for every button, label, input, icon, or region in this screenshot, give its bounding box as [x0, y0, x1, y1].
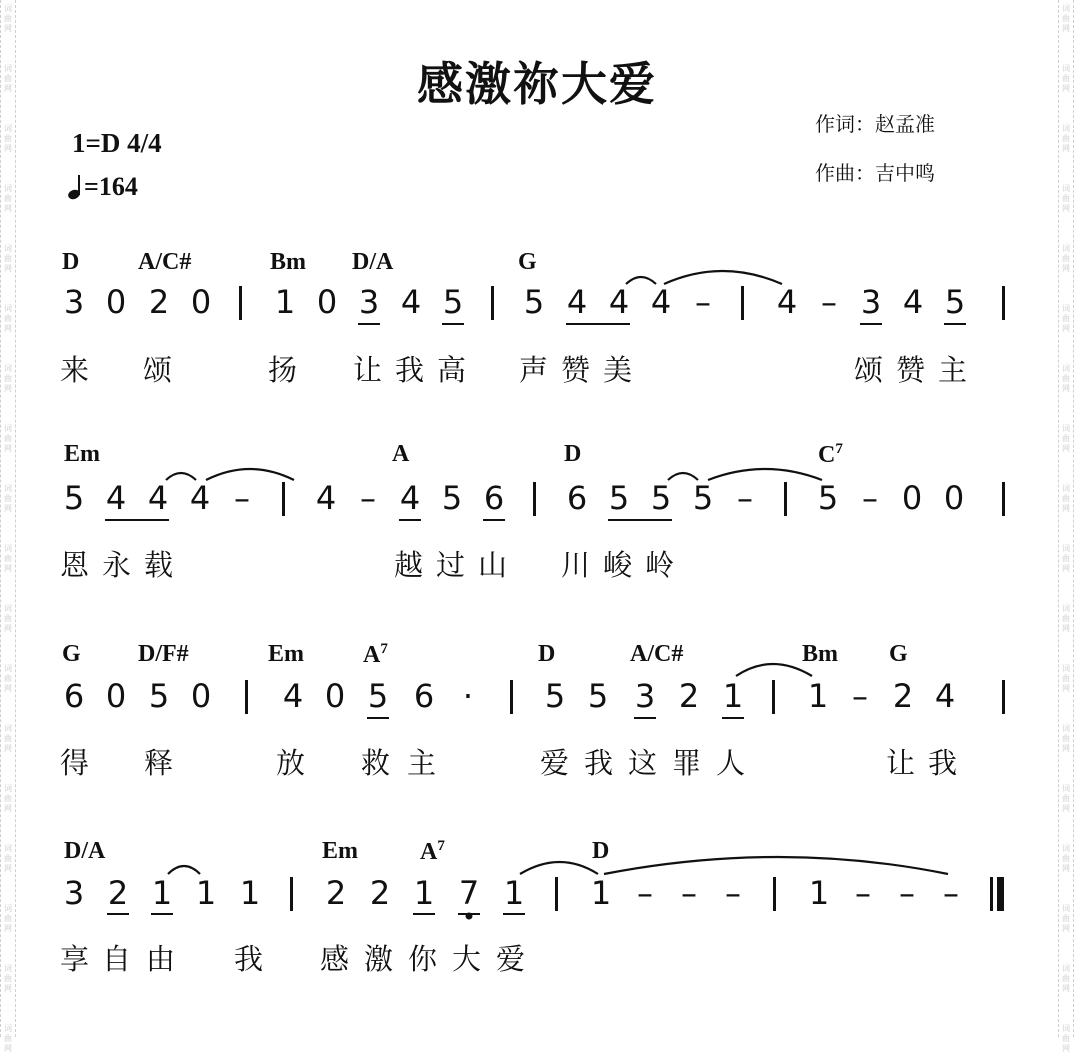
lyric: 美 [603, 353, 633, 387]
lyric: 爱 [496, 942, 526, 976]
watermark-text: 词 曲 网 [1062, 304, 1070, 333]
final-barline-thin [990, 877, 993, 911]
note: 4 [776, 283, 798, 321]
note: 4 [902, 283, 924, 321]
note: 6 [483, 479, 505, 517]
dash: – [681, 874, 697, 912]
chord: A/C# [630, 641, 684, 667]
watermark-text: 词 曲 网 [4, 484, 12, 513]
chord-seventh: 7 [437, 838, 445, 854]
lyric: 我 [584, 746, 614, 780]
barline [245, 680, 248, 714]
underline [399, 519, 421, 521]
chord: G [62, 641, 81, 667]
note: 4 [934, 677, 956, 715]
chord-seventh: 7 [380, 641, 388, 657]
note: 2 [369, 874, 391, 912]
barline [533, 482, 536, 516]
note: 3 [358, 283, 380, 321]
lyric: 高 [437, 353, 467, 387]
watermark-text: 词 曲 网 [4, 664, 12, 693]
note: 1 [503, 874, 525, 912]
watermark-text: 词 曲 网 [4, 1024, 12, 1053]
watermark-text: 词 曲 网 [4, 64, 12, 93]
barline [772, 680, 775, 714]
lyric: 永 [102, 548, 132, 582]
watermark-text: 词 曲 网 [1062, 784, 1070, 813]
chord: Bm [270, 249, 306, 275]
lyric: 让 [353, 353, 383, 387]
watermark-text: 词 曲 网 [4, 544, 12, 573]
note: 4 [566, 283, 588, 321]
watermark-text: 词 曲 网 [4, 964, 12, 993]
watermark-text: 词 曲 网 [1062, 964, 1070, 993]
song-title: 感激祢大爱 [417, 57, 657, 111]
dash: – [899, 874, 915, 912]
watermark-text: 词 曲 网 [1062, 544, 1070, 573]
barline [491, 286, 494, 320]
chord: D/A [352, 249, 394, 275]
note: 5 [523, 283, 545, 321]
watermark-text: 词 曲 网 [1062, 244, 1070, 273]
underline [367, 717, 389, 719]
lyric: 峻 [603, 548, 633, 582]
watermark-text: 词 曲 网 [4, 604, 12, 633]
note: 0 [324, 677, 346, 715]
barline [290, 877, 293, 911]
note: 1 [722, 677, 744, 715]
slur [664, 271, 782, 284]
lyric: 扬 [268, 353, 298, 387]
note: 5 [608, 479, 630, 517]
note: 5 [944, 283, 966, 321]
barline [239, 286, 242, 320]
note: 0 [105, 283, 127, 321]
lyric: 释 [144, 746, 174, 780]
note: 4 [189, 479, 211, 517]
watermark-text: 词 曲 网 [4, 844, 12, 873]
dash: – [821, 283, 837, 321]
note: 3 [63, 874, 85, 912]
watermark-text: 词 曲 网 [1062, 724, 1070, 753]
barline [1002, 482, 1005, 516]
dash: – [725, 874, 741, 912]
lyric: 激 [364, 942, 394, 976]
lyric: 放 [276, 746, 306, 780]
lyric: 自 [102, 942, 132, 976]
watermark-text: 词 曲 网 [4, 724, 12, 753]
underline [458, 913, 480, 915]
note: 6 [566, 479, 588, 517]
note: 4 [608, 283, 630, 321]
chord: Bm [802, 641, 838, 667]
slur [708, 469, 822, 480]
lyric: 由 [146, 942, 176, 976]
watermark-text: 词 曲 网 [1062, 364, 1070, 393]
watermark-text: 词 曲 网 [1062, 64, 1070, 93]
slur [604, 857, 948, 874]
underline [413, 913, 435, 915]
underline [566, 323, 630, 325]
dash: – [360, 479, 376, 517]
lyric: 颂 [854, 353, 884, 387]
lyric: 爱 [540, 746, 570, 780]
underline [358, 323, 380, 325]
watermark-text: 词 曲 网 [4, 124, 12, 153]
dash: – [695, 283, 711, 321]
note: 1 [413, 874, 435, 912]
lyric: 我 [395, 353, 425, 387]
note: 6 [63, 677, 85, 715]
note: 6 [413, 677, 435, 715]
barline [282, 482, 285, 516]
note: 5 [544, 677, 566, 715]
lyric: 岭 [645, 548, 675, 582]
watermark-text: 词 曲 网 [4, 424, 12, 453]
note: 4 [650, 283, 672, 321]
chord: Em [322, 838, 358, 864]
underline [483, 519, 505, 521]
chord-seventh: 7 [835, 441, 843, 457]
lyric: 你 [408, 942, 438, 976]
note: 4 [105, 479, 127, 517]
dash: – [234, 479, 250, 517]
note: 0 [901, 479, 923, 517]
chord: D [62, 249, 80, 275]
composer-credit: 作曲：吉中鸣 [815, 161, 935, 185]
lyric: 赞 [561, 353, 591, 387]
note: 5 [148, 677, 170, 715]
lyric: 人 [716, 746, 746, 780]
dash: – [852, 677, 868, 715]
watermark-text: 词 曲 网 [1062, 604, 1070, 633]
chord-root: A [420, 839, 438, 865]
chord: D/F# [138, 641, 189, 667]
lyric: 我 [234, 942, 264, 976]
lyric: 罪 [672, 746, 702, 780]
note: 1 [151, 874, 173, 912]
lyric: 声 [519, 353, 549, 387]
watermark-text: 词 曲 网 [1062, 4, 1070, 33]
lyric: 颂 [143, 353, 173, 387]
note: 5 [63, 479, 85, 517]
watermark-text: 词 曲 网 [1062, 484, 1070, 513]
lyric: 大 [452, 942, 482, 976]
underline [608, 519, 672, 521]
lyric: 救 [361, 746, 391, 780]
note: 5 [441, 479, 463, 517]
chord: A [392, 441, 410, 467]
note: 1 [274, 283, 296, 321]
lyric: 感 [320, 942, 350, 976]
note: 2 [148, 283, 170, 321]
note: 1 [195, 874, 217, 912]
key-signature: 1=D 4/4 [72, 128, 162, 158]
watermark-text: 词 曲 网 [1062, 184, 1070, 213]
watermark-text: 词 曲 网 [4, 364, 12, 393]
chord-root: A [363, 642, 381, 668]
chord: D [592, 838, 610, 864]
watermark-text: 词 曲 网 [1062, 844, 1070, 873]
barline [1002, 286, 1005, 320]
underline [107, 913, 129, 915]
lyric: 主 [938, 353, 968, 387]
dash: – [855, 874, 871, 912]
chord [363, 641, 388, 669]
quarter-note-icon [68, 176, 84, 202]
lyric: 得 [60, 746, 90, 780]
note: 4 [315, 479, 337, 517]
underline [860, 323, 882, 325]
watermark-text: 词 曲 网 [4, 304, 12, 333]
left-watermark-strip [0, 0, 16, 1053]
watermark-text: 词 曲 网 [4, 244, 12, 273]
tempo-marking [68, 172, 138, 202]
final-barline-thick [997, 877, 1004, 911]
note: 2 [678, 677, 700, 715]
note: 3 [63, 283, 85, 321]
barline [555, 877, 558, 911]
watermark-text: 词 曲 网 [4, 4, 12, 33]
note: 2 [892, 677, 914, 715]
tempo-value: =164 [84, 172, 138, 201]
underline [105, 519, 169, 521]
barline [773, 877, 776, 911]
note: 5 [367, 677, 389, 715]
barline [1002, 680, 1005, 714]
lyric: 山 [478, 548, 508, 582]
barline [784, 482, 787, 516]
underline [151, 913, 173, 915]
underline [634, 717, 656, 719]
watermark-text: 词 曲 网 [4, 784, 12, 813]
lyric: 享 [60, 942, 90, 976]
note: 7 [458, 874, 480, 912]
chord: G [889, 641, 908, 667]
dot: · [462, 677, 474, 715]
note: 5 [650, 479, 672, 517]
note: 2 [107, 874, 129, 912]
chord: G [518, 249, 537, 275]
watermark-text: 词 曲 网 [1062, 424, 1070, 453]
chord: Em [64, 441, 100, 467]
lyric: 恩 [60, 548, 90, 582]
note: 0 [316, 283, 338, 321]
chord: D/A [64, 838, 106, 864]
chord [818, 441, 843, 469]
barline [741, 286, 744, 320]
watermark-text: 词 曲 网 [1062, 1024, 1070, 1053]
watermark-text: 词 曲 网 [1062, 664, 1070, 693]
lyric: 让 [886, 746, 916, 780]
dash: – [637, 874, 653, 912]
lyric: 载 [144, 548, 174, 582]
lyric: 川 [561, 548, 591, 582]
lyric: 主 [407, 746, 437, 780]
note: 4 [400, 283, 422, 321]
chord-root: C [818, 442, 836, 468]
note: 4 [147, 479, 169, 517]
note: 4 [399, 479, 421, 517]
right-watermark-strip [1058, 0, 1074, 1053]
lyric: 赞 [896, 353, 926, 387]
lyric: 来 [60, 353, 90, 387]
chord [420, 838, 445, 866]
note: 5 [442, 283, 464, 321]
slur [736, 664, 812, 676]
note: 0 [105, 677, 127, 715]
lyric: 越 [394, 548, 424, 582]
note: 1 [807, 677, 829, 715]
note: 1 [808, 874, 830, 912]
note: 5 [817, 479, 839, 517]
note: 0 [190, 283, 212, 321]
lyric: 过 [436, 548, 466, 582]
chord: A/C# [138, 249, 192, 275]
chord: Em [268, 641, 304, 667]
note: 4 [282, 677, 304, 715]
watermark-text: 词 曲 网 [1062, 904, 1070, 933]
watermark-text: 词 曲 网 [4, 184, 12, 213]
note: 1 [239, 874, 261, 912]
note: 2 [325, 874, 347, 912]
lyric: 这 [628, 746, 658, 780]
note: 0 [943, 479, 965, 517]
lyricist-credit: 作词：赵孟准 [815, 112, 935, 136]
barline [510, 680, 513, 714]
note: 3 [860, 283, 882, 321]
chord: D [538, 641, 556, 667]
underline [944, 323, 966, 325]
note: 5 [587, 677, 609, 715]
underline [442, 323, 464, 325]
lyric: 我 [928, 746, 958, 780]
note: 3 [634, 677, 656, 715]
underline [722, 717, 744, 719]
note: 5 [692, 479, 714, 517]
dash: – [737, 479, 753, 517]
note: 1 [590, 874, 612, 912]
chord: D [564, 441, 582, 467]
dash: – [943, 874, 959, 912]
watermark-text: 词 曲 网 [4, 904, 12, 933]
watermark-text: 词 曲 网 [1062, 124, 1070, 153]
underline [503, 913, 525, 915]
dash: – [862, 479, 878, 517]
note: 0 [190, 677, 212, 715]
